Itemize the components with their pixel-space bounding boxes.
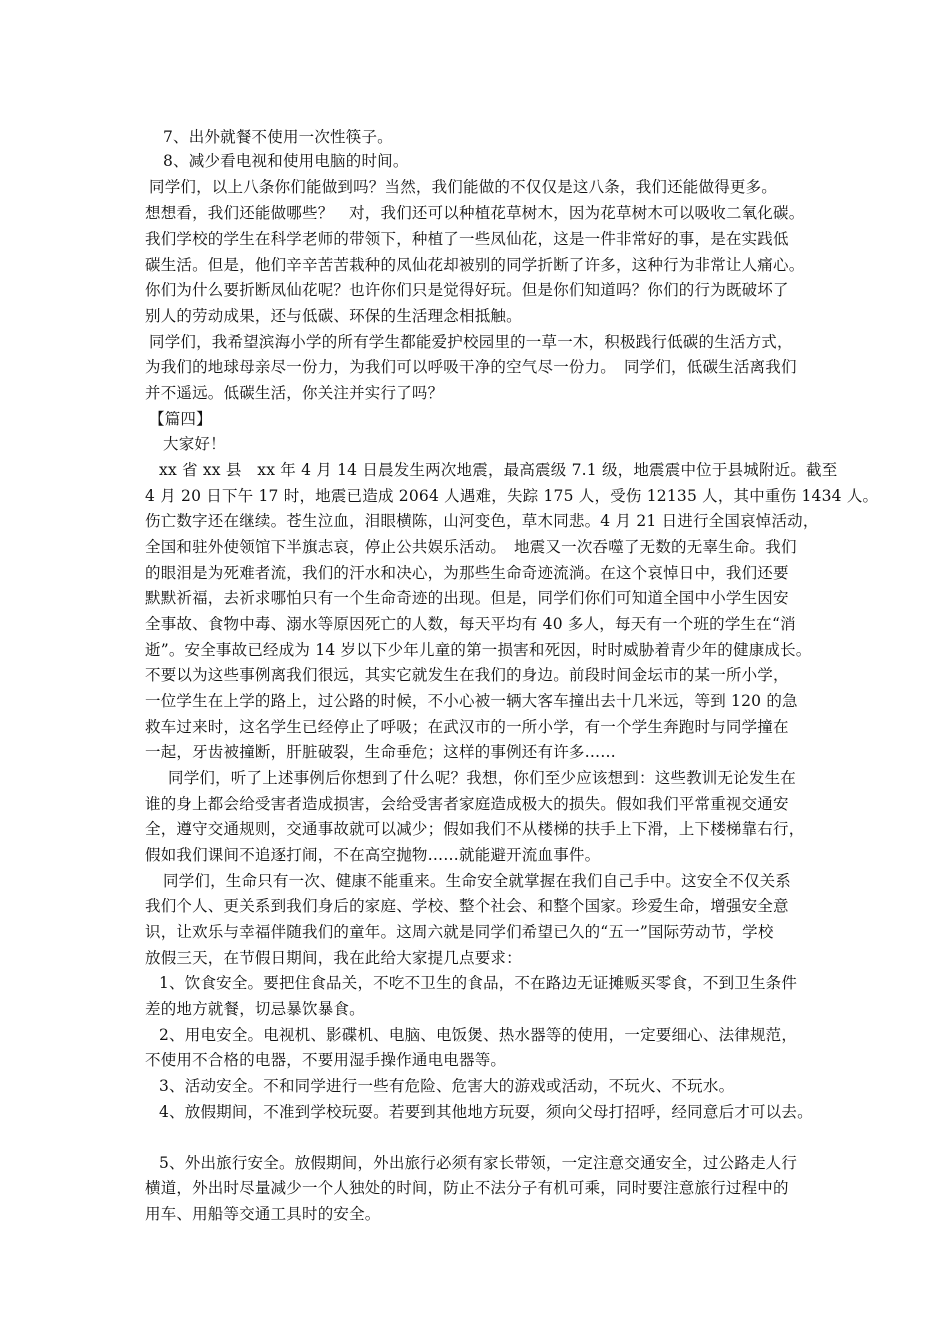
text-line: 全国和驻外使领馆下半旗志哀，停止公共娱乐活动。 地震又一次吞噬了无数的无辜生命。我们: [145, 538, 797, 556]
text-line: 我们学校的学生在科学老师的带领下，种植了一些凤仙花，这是一件非常好的事，是在实践低: [145, 230, 789, 248]
text-line: 同学们，我希望滨海小学的所有学生都能爱护校园里的一草一木，积极践行低碳的生活方式，: [149, 333, 793, 351]
text-line: 不使用不合格的电器，不要用湿手操作通电电器等。: [145, 1051, 507, 1069]
text-line: 别人的劳动成果，还与低碳、环保的生活理念相抵触。: [145, 307, 522, 325]
text-line: 一起，牙齿被撞断，肝脏破裂，生命垂危；这样的事例还有许多……: [145, 743, 617, 761]
text-line: 默默祈福，去祈求哪怕只有一个生命奇迹的出现。但是，同学们你们可知道全国中小学生因安: [145, 589, 789, 607]
text-line: 的眼泪是为死难者流，我们的汗水和决心，为那些生命奇迹流淌。在这个哀悼日中，我们还要: [145, 564, 789, 582]
text-line: 一位学生在上学的路上，过公路的时候，不小心被一辆大客车撞出去十几米远，等到 120 的急: [145, 692, 798, 710]
text-line: xx 省 xx 县 xx 年 4 月 14 日晨发生两次地震，最高震级 7.1 级，地震震中位于县城附近。截至: [159, 461, 838, 479]
text-line: 假如我们课间不追逐打闹，不在高空抛物……就能避开流血事件。: [145, 846, 601, 864]
section-heading: 【篇四】: [149, 410, 212, 428]
text-line: 我们个人、更关系到我们身后的家庭、学校、整个社会、和整个国家。珍爱生命，增强安全意: [145, 897, 789, 915]
text-line: 你们为什么要折断凤仙花呢？也许你们只是觉得好玩。但是你们知道吗？你们的行为既破坏了: [145, 281, 789, 299]
text-line: 不要以为这些事例离我们很远，其实它就发生在我们的身边。前段时间金坛市的某一所小学，: [145, 666, 789, 684]
list-item: 2、用电安全。电视机、影碟机、电脑、电饭煲、热水器等的使用，一定要细心、法律规范，: [159, 1026, 798, 1044]
list-item: 4、放假期间，不准到学校玩耍。若要到其他地方玩耍，须向父母打招呼，经同意后才可以去。: [159, 1103, 813, 1121]
text-line: 救车过来时，这名学生已经停止了呼吸；在武汉市的一所小学，有一个学生奔跑时与同学撞在: [145, 718, 789, 736]
text-line: 7、出外就餐不使用一次性筷子。: [163, 128, 393, 146]
text-line: 全事故、食物中毒、溺水等原因死亡的人数，每天平均有 40 多人，每天有一个班的学生在“消: [145, 615, 796, 633]
text-line: 放假三天，在节假日期间，我在此给大家提几点要求：: [145, 949, 522, 967]
list-item: 1、饮食安全。要把住食品关，不吃不卫生的食品，不在路边无证摊贩买零食，不到卫生条件: [159, 974, 798, 992]
text-line: 伤亡数字还在继续。苍生泣血，泪眼横陈，山河变色，草木同悲。4 月 21 日进行全国哀悼活动，: [145, 512, 819, 530]
text-line: 横道，外出时尽量减少一个人独处的时间，防止不法分子有机可乘，同时要注意旅行过程中的: [145, 1179, 789, 1197]
text-line: 识，让欢乐与幸福伴随我们的童年。这周六就是同学们希望已久的“五一”国际劳动节，学校: [145, 923, 774, 941]
text-line: 并不遥远。低碳生活，你关注并实行了吗？: [145, 384, 444, 402]
text-line: 用车、用船等交通工具时的安全。: [145, 1205, 381, 1223]
text-line: 逝”。安全事故已经成为 14 岁以下少年儿童的第一损害和死因，时时威胁着青少年的健康成长。: [145, 641, 812, 659]
text-line: 8、减少看电视和使用电脑的时间。: [163, 152, 409, 170]
list-item: 3、活动安全。不和同学进行一些有危险、危害大的游戏或活动，不玩火、不玩水。: [159, 1077, 735, 1095]
greeting: 大家好！: [163, 435, 226, 453]
list-item: 5、外出旅行安全。放假期间，外出旅行必须有家长带领，一定注意交通安全，过公路走人行: [159, 1154, 798, 1172]
text-line: 同学们，生命只有一次、健康不能重来。生命安全就掌握在我们自己手中。这安全不仅关系: [163, 872, 792, 890]
text-line: 想想看，我们还能做哪些？ 对，我们还可以种植花草树木，因为花草树木可以吸收二氧化碳。: [145, 204, 805, 222]
text-line: 同学们，听了上述事例后你想到了什么呢？我想，你们至少应该想到：这些教训无论发生在: [168, 769, 797, 787]
text-line: 差的地方就餐，切忌暴饮暴食。: [145, 1000, 365, 1018]
text-line: 同学们，以上八条你们能做到吗？当然，我们能做的不仅仅是这八条，我们还能做得更多。: [149, 178, 778, 196]
text-line: 谁的身上都会给受害者造成损害，会给受害者家庭造成极大的损失。假如我们平常重视交通安: [145, 795, 789, 813]
text-line: 为我们的地球母亲尽一份力，为我们可以呼吸干净的空气尽一份力。 同学们，低碳生活离我们: [145, 358, 797, 376]
text-line: 4 月 20 日下午 17 时，地震已造成 2064 人遇难，失踪 175 人，受伤 12135 人，其中重伤 1434 人。: [145, 487, 879, 505]
text-line: 全，遵守交通规则，交通事故就可以减少；假如我们不从楼梯的扶手上下滑，上下楼梯靠右行，: [145, 820, 805, 838]
text-line: 碳生活。但是，他们辛辛苦苦栽种的凤仙花却被别的同学折断了许多，这种行为非常让人痛心。: [145, 256, 805, 274]
